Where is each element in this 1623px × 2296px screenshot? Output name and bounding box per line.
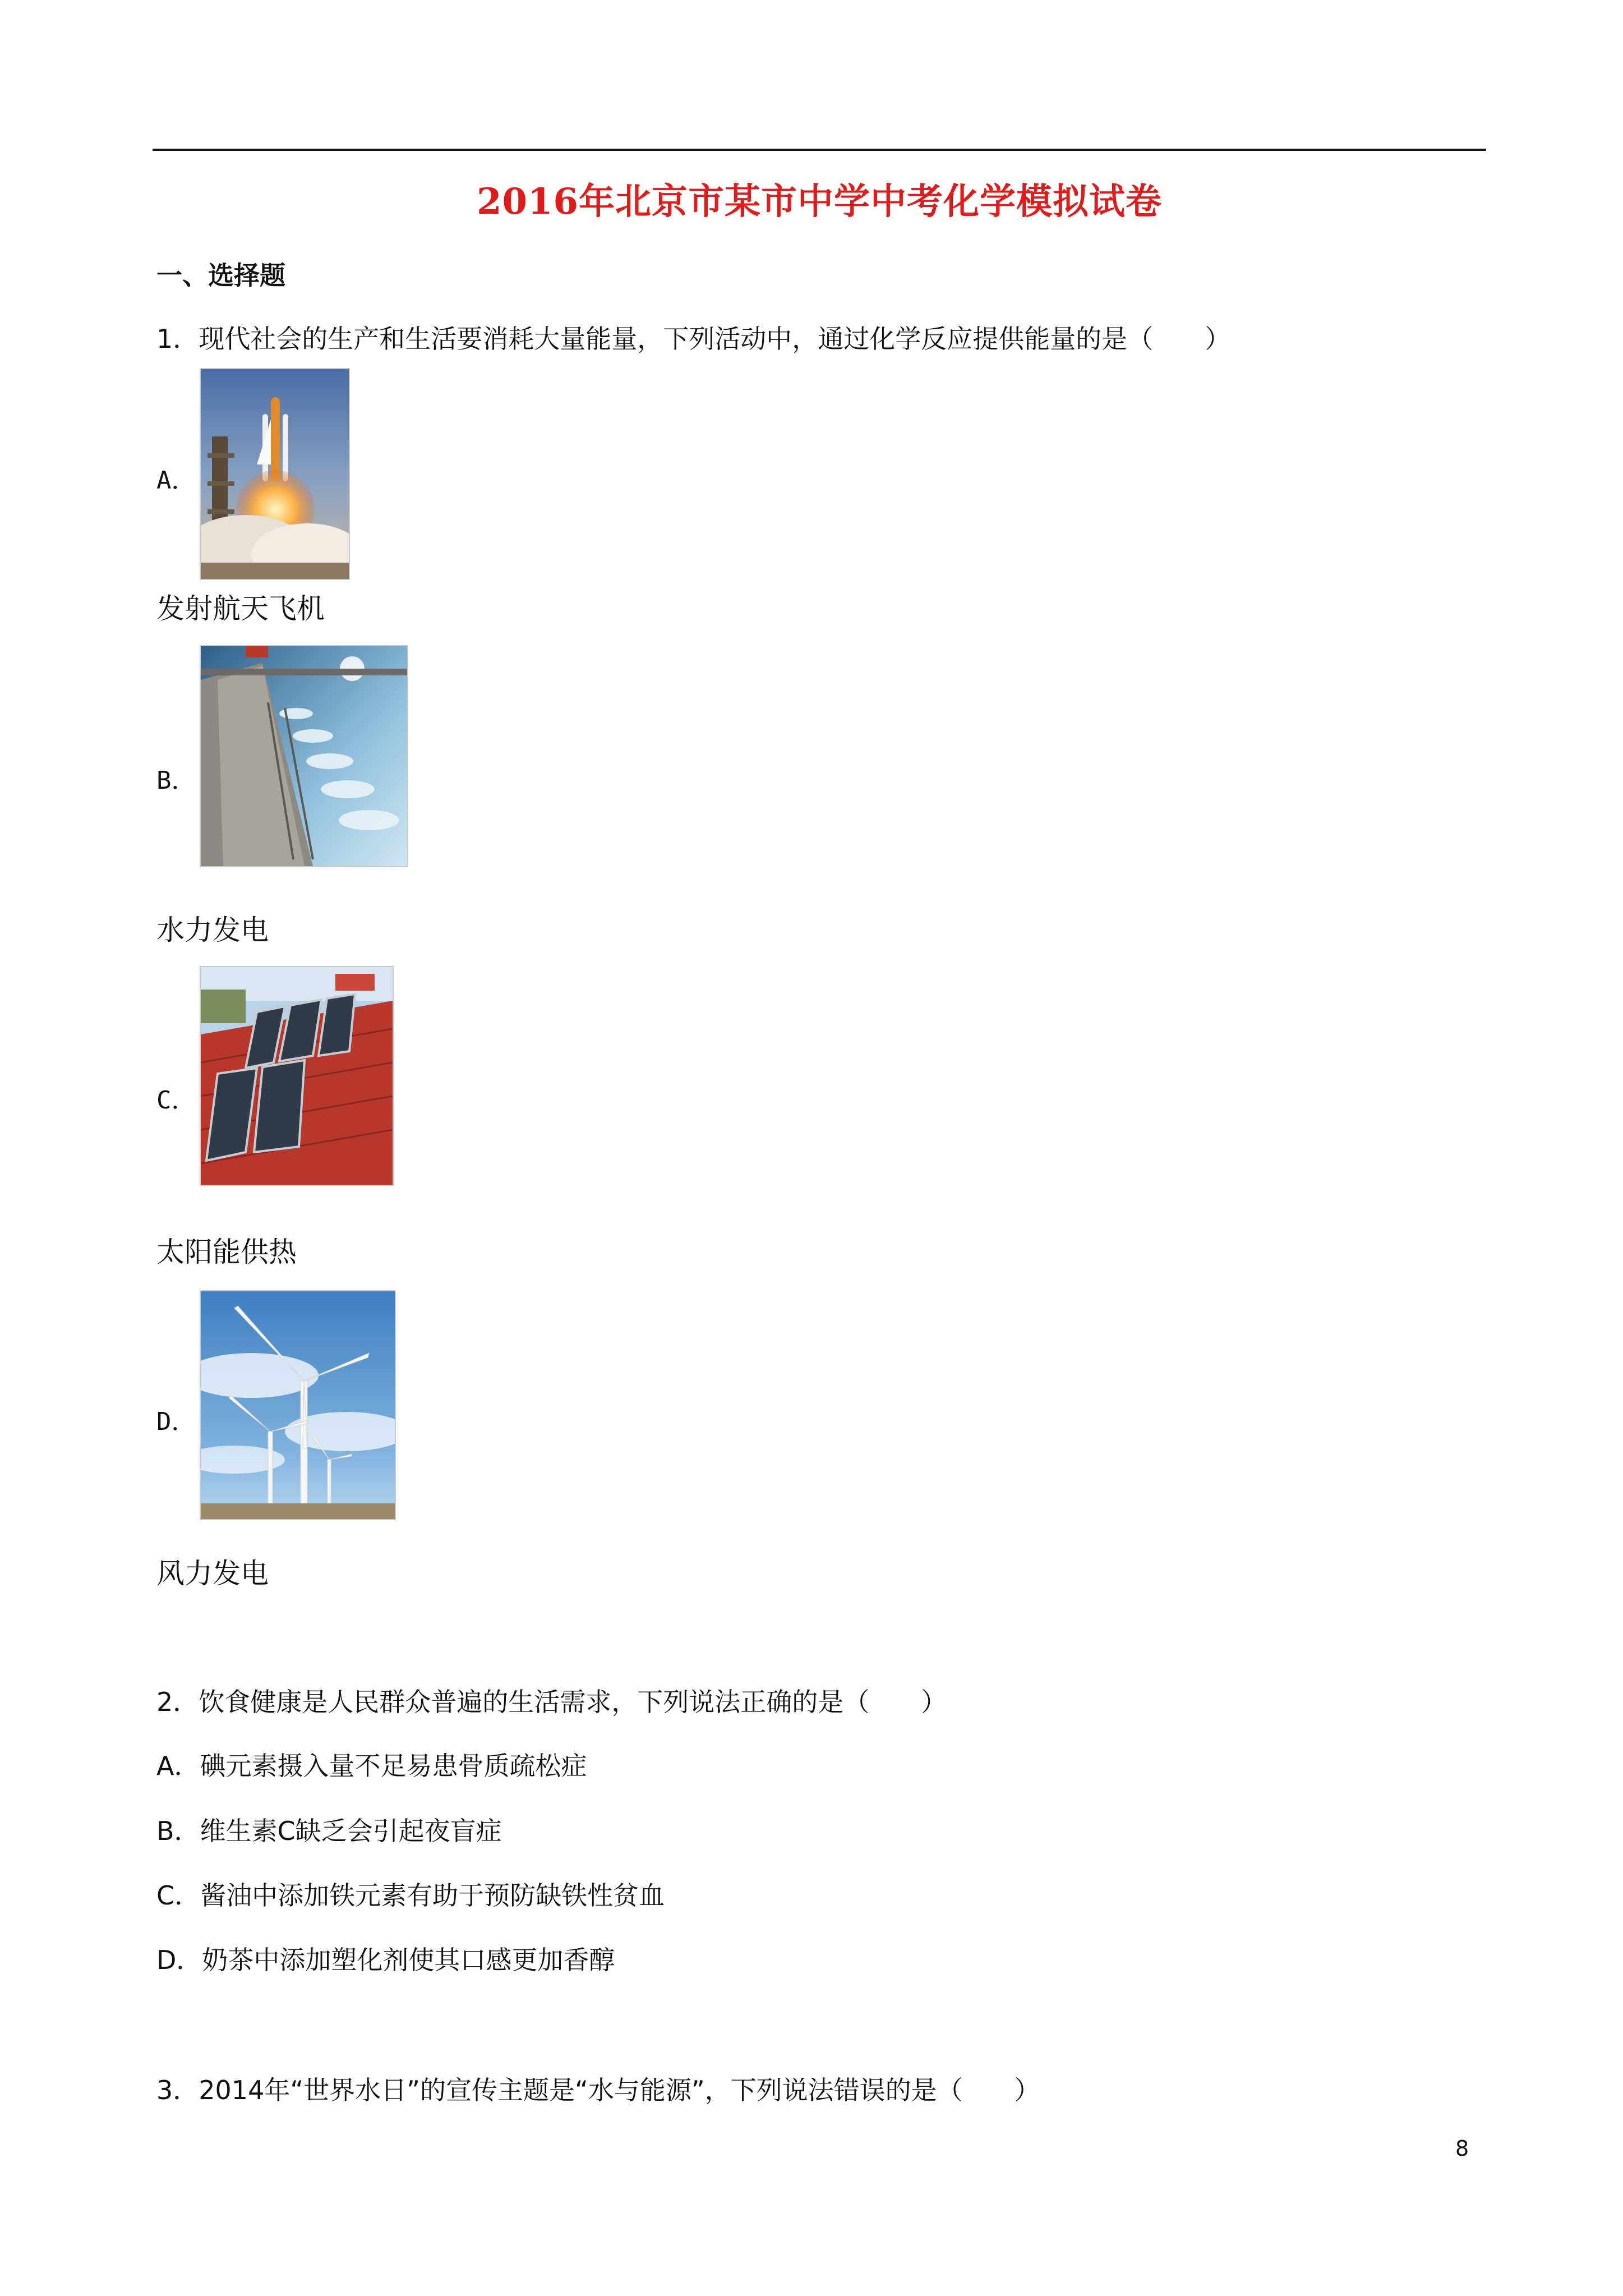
solar-water-heater-image — [200, 966, 394, 1186]
hydroelectric-dam-image — [200, 645, 408, 867]
option-c-letter: C． — [156, 1086, 196, 1115]
question-1-stem: 1．现代社会的生产和生活要消耗大量能量，下列活动中，通过化学反应提供能量的是（ ） — [156, 324, 1231, 354]
question-3-stem: 3．2014年“世界水日”的宣传主题是“水与能源”，下列说法错误的是（ ） — [156, 2075, 1040, 2105]
page-number: 8 — [1455, 2136, 1469, 2161]
section-heading: 一、选择题 — [156, 260, 285, 291]
header-rule — [153, 149, 1486, 151]
question-2-choice-c: C．酱油中添加铁元素有助于预防缺铁性贫血 — [156, 1880, 665, 1911]
option-d-letter: D． — [156, 1407, 196, 1436]
option-b-caption: 水力发电 — [156, 914, 269, 946]
question-2-choice-a: A．碘元素摄入量不足易患骨质疏松症 — [156, 1751, 587, 1781]
wind-turbines-image — [200, 1290, 396, 1520]
option-a-letter: A． — [156, 466, 196, 495]
question-2-choice-b: B．维生素C缺乏会引起夜盲症 — [156, 1816, 502, 1846]
option-a-caption: 发射航天飞机 — [156, 592, 325, 625]
option-d-caption: 风力发电 — [156, 1557, 269, 1590]
question-2-choice-d: D．奶茶中添加塑化剂使其口感更加香醇 — [156, 1945, 615, 1975]
option-b-letter: B． — [156, 766, 196, 795]
question-2-stem: 2．饮食健康是人民群众普遍的生活需求，下列说法正确的是（ ） — [156, 1687, 947, 1717]
space-shuttle-launch-image — [200, 368, 350, 580]
option-c-caption: 太阳能供热 — [156, 1236, 297, 1268]
page-title: 2016年北京市某市中学中考化学模拟试卷 — [476, 181, 1163, 223]
